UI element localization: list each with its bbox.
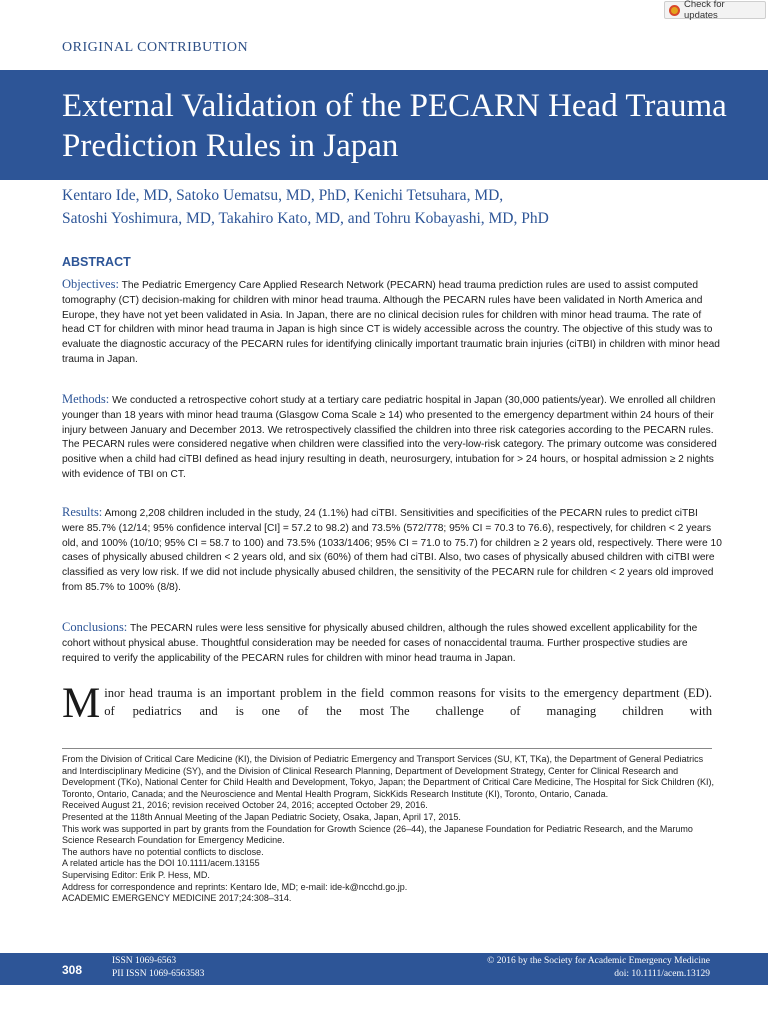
footnote-editor: Supervising Editor: Erik P. Hess, MD. [62, 869, 210, 880]
title-band [0, 70, 768, 180]
check-for-updates-button[interactable] [664, 1, 766, 19]
results-label: Results: [62, 505, 103, 519]
section-label: ORIGINAL CONTRIBUTION [62, 40, 249, 55]
copyright: © 2016 by the Society for Academic Emergency Medicine [487, 956, 710, 966]
footnote-divider [62, 748, 712, 749]
page-number: 308 [62, 963, 83, 977]
footnote-funding: This work was supported in part by grants from the Foundation for Growth Science (26–44), the Japanese Foundation for Pediatric Research, and the Marumo Science Research Foundation for Emergency Medicine. [62, 823, 693, 846]
footer-band [0, 953, 768, 985]
conclusions-label: Conclusions: [62, 620, 128, 634]
footnote-affiliations: From the Division of Critical Care Medicine (KI), the Division of Pediatric Emergency and Transport Services (SU, KT, TKa), the Department of General Pediatrics and Interdisciplinary Medicine (SY), and the Division of Clinical Research Planning, Department of Development Strategy, Center for Clinical Research and Development (TKo), National Center for Child Health and Development, Tokyo, Japan; the Department of Critical Care Medicine, The Hospital for Sick Children (KI), Toronto, Ontario, Canada; and the Neuroscience and Mental Health Program, SickKids Research Institute (KI), Toronto, Ontario, Canada. [62, 754, 714, 799]
footnote-conflicts: The authors have no potential conflicts to disclose. [62, 846, 264, 857]
drop-cap: M [62, 680, 101, 727]
pii: PII ISSN 1069-6563583 [112, 969, 205, 979]
objectives-text: The Pediatric Emergency Care Applied Research Network (PECARN) head trauma prediction rules are used to assist computed tomography (CT) decision-making for children with minor head trauma. Although the PECARN rules have been validated in North America and Europe, they have not yet been validated in Asia. In Japan, there are no clinical decision rules for children with minor head trauma. The rate of head CT for children with minor head trauma in Japan is high since CT is widely accessible across the country. The objective of this study was to evaluate the diagnostic accuracy of the PECARN rules for identifying clinically important traumatic brain injuries (ciTBI) in children with minor head trauma in Japan. [62, 280, 720, 365]
author-list [62, 184, 742, 230]
methods-label: Methods: [62, 392, 110, 406]
footnote-correspondence: Address for correspondence and reprints: Kentaro Ide, MD; e-mail: ide-k@ncchd.go.jp. [62, 881, 408, 892]
footnote-presented: Presented at the 118th Annual Meeting of the Japan Pediatric Society, Osaka, Japan, April 17, 2015. [62, 811, 461, 822]
body-text-left: inor head trauma is an important problem in the field of pediatrics and is one of the most [104, 686, 384, 718]
body-column-right [390, 684, 712, 720]
methods-text: We conducted a retrospective cohort study at a tertiary care pediatric hospital in Japan (30,000 patients/year). We enrolled all children younger than 18 years with minor head trauma (Glasgow Coma Scale ≥ 14) who presented to the emergency department within 24 hours of their injury between January and December 2013. We retrospectively classified the children into three risk categories according to the PECARN rules. The PECARN rules were considered negative when children were classified into the very-low-risk category. The primary outcome was considered positive when a child had ciTBI defined as head injury resulting in death, neurosurgery, intubation for > 24 hours, or hospital admission ≥ 2 nights with evidence of TBI on CT. [62, 395, 717, 480]
copyright-block [487, 955, 710, 981]
check-for-updates-label: Check for updates [684, 0, 725, 21]
doi: doi: 10.1111/acem.13129 [614, 969, 710, 979]
footnote-related-doi: A related article has the DOI 10.1111/acem.13155 [62, 858, 260, 869]
footnote-received: Received August 21, 2016; revision received October 24, 2016; accepted October 29, 2016. [62, 800, 428, 811]
crossmark-icon [669, 5, 680, 16]
article-title: External Validation of the PECARN Head Trauma Prediction Rules in Japan [62, 88, 727, 164]
abstract-conclusions [62, 620, 722, 666]
results-text: Among 2,208 children included in the study, 24 (1.1%) had ciTBI. Sensitivities and specificities of the PECARN rules to predict ciTBI were 85.7% (12/14; 95% confidence interval [CI] = 57.2 to 98.2) and 73.5% (572/778; 95% CI = 70.3 to 76.6), respectively, for children < 2 years old, and 100% (10/10; 95% CI = 58.7 to 100) and 73.5% (1033/1406; 95% CI = 71.0 to 75.7) for children ≥ 2 years old, respectively. There were 10 cases of physically abused children < 2 years old, and six (60%) of them had ciTBI. Also, two cases of physically abused children with ciTBI were classified as very low risk. If we did not include physically abused children, the sensitivity of the PECARN rule for children < 2 years old improved from 85.7% to 100% (8/8). [62, 508, 722, 593]
author-line-1: Kentaro Ide, MD, Satoko Uematsu, MD, PhD, Kenichi Tetsuhara, MD, [62, 187, 504, 204]
footnote-citation: ACADEMIC EMERGENCY MEDICINE 2017;24:308–314. [62, 893, 292, 904]
body-text-right: common reasons for visits to the emergency department (ED). The challenge of managing children with [390, 686, 712, 718]
issn: ISSN 1069-6563 [112, 956, 177, 966]
conclusions-text: The PECARN rules were less sensitive for physically abused children, although the rules showed excellent applicability for the cohort without physical abuse. Thoughtful consideration may be needed for cases of nonaccidental trauma. Further prospective studies are required to verify the applicability of the PECARN rules for children with minor head trauma in Japan. [62, 623, 698, 664]
author-line-2: Satoshi Yoshimura, MD, Takahiro Kato, MD, and Tohru Kobayashi, MD, PhD [62, 210, 549, 227]
body-column-left [62, 680, 384, 727]
abstract-results [62, 505, 722, 596]
footnotes [62, 754, 714, 905]
issn-block [112, 955, 204, 981]
abstract-objectives [62, 277, 722, 368]
abstract-methods [62, 392, 722, 483]
objectives-label: Objectives: [62, 277, 119, 291]
abstract-heading: ABSTRACT [62, 255, 131, 269]
